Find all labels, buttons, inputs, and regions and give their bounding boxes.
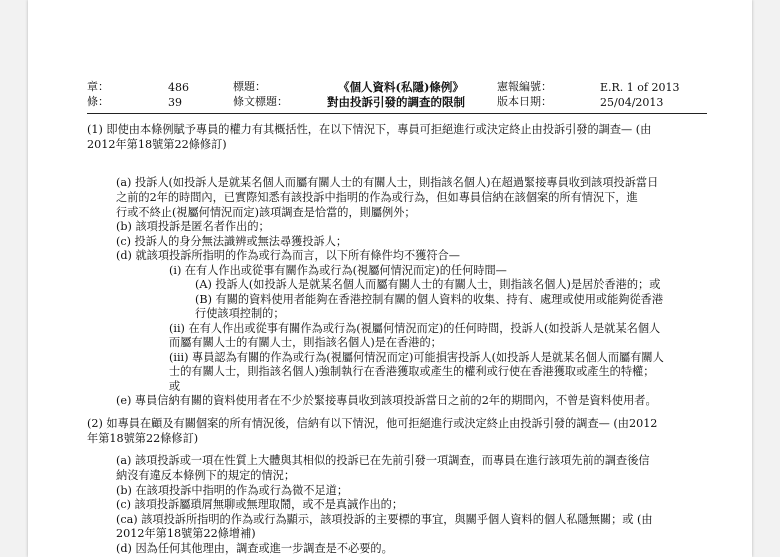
paragraph-1a-line: (a) 投訴人(如投訴人是就某名個人而屬有關人士的有關人士，則指該名個人)在超過緊接專員收到該項投訴當日 (116, 176, 659, 189)
header-divider (87, 113, 707, 114)
paragraph-2ca-line: 2012年第18號第22條增補) (116, 527, 256, 540)
section-label: 條： (87, 95, 109, 108)
paragraph-2ca-line: (ca) 該項投訴所指明的作為或行為顯示，該項投訴的主要標的事宜，與關乎個人資料的個人私隱無關；或 (由 (116, 513, 653, 526)
gazette-number: E.R. 1 of 2013 (600, 81, 680, 94)
subparagraph-ii-line: 而屬有關人士的有關人士，則指該名個人)是在香港的； (169, 336, 442, 349)
version-date-label: 版本日期： (497, 95, 552, 108)
ordinance-title: 《個人資料(私隱)條例》 (338, 80, 464, 94)
subparagraph-iii-line: 或 (169, 380, 181, 393)
section-number: 39 (168, 96, 182, 109)
paragraph-1a-line: 之前的2年的時間內，已實際知悉有該投訴中指明的作為或行為，但如專員信納在該個案的所有情況下，進 (116, 191, 638, 204)
gazette-label: 憲報編號： (497, 80, 552, 93)
paragraph-1c: (c) 投訴人的身分無法識辨或無法尋獲投訴人； (116, 235, 348, 248)
version-date: 25/04/2013 (600, 96, 664, 109)
subparagraph-iii-line: 士的有關人士，則指該名個人)強制執行在香港獲取或產生的權利或行使在香港獲取或產生的特權； (169, 365, 655, 378)
paragraph-2a-line: 納沒有違反本條例下的規定的情況； (116, 469, 296, 482)
paragraph-1b: (b) 該項投訴是匿名者作出的； (116, 220, 270, 233)
subparagraph-i: (i) 在有人作出或從事有關作為或行為(視屬何情況而定)的任何時間— (169, 264, 507, 277)
section-heading: 對由投訴引發的調查的限制 (327, 95, 465, 109)
clause-B-line: 行使該項控制的； (195, 307, 285, 320)
chapter-number: 486 (168, 81, 189, 94)
subparagraph-iii-line: (iii) 專員認為有關的作為或行為(視屬何情況而定)可能損害投訴人(如投訴人是就某名個人而屬有關人 (169, 351, 664, 364)
subsection-1-line: (1) 即使由本條例賦予專員的權力有其概括性，在以下情況下，專員可拒絕進行或決定終止由投訴引發的調查— (由 (87, 123, 652, 136)
paragraph-2c: (c) 該項投訴屬瑣屑無聊或無理取鬧，或不是真誠作出的； (116, 498, 404, 511)
paragraph-2b: (b) 在該項投訴中指明的作為或行為微不足道； (116, 484, 349, 497)
clause-B-line: (B) 有關的資料使用者能夠在香港控制有關的個人資料的收集、持有、處理或使用或能夠從香港 (195, 293, 664, 306)
paragraph-2d: (d) 因為任何其他理由，調查或進一步調查是不必要的。 (116, 542, 393, 555)
paragraph-1a-line: 行或不終止(視屬何情況而定)該項調查是恰當的，則屬例外； (116, 206, 416, 219)
paragraph-1d: (d) 就該項投訴所指明的作為或行為而言，以下所有條件均不獲符合— (116, 249, 460, 262)
subparagraph-ii-line: (ii) 在有人作出或從事有關作為或行為(視屬何情況而定)的任何時間，投訴人(如投訴人是就某名個人 (169, 322, 661, 335)
paragraph-2a-line: (a) 該項投訴或一項在性質上大體與其相似的投訴已在先前引發一項調查，而專員在進行該項先前的調查後信 (116, 454, 650, 467)
title-label: 標題： (233, 80, 266, 93)
paragraph-1e: (e) 專員信納有關的資料使用者在不少於緊接專員收到該項投訴當日之前的2年的期間內，不曾是資料使用者。 (116, 394, 657, 407)
subsection-1-line: 2012年第18號第22條修訂) (87, 138, 227, 151)
chapter-label: 章： (87, 80, 109, 93)
section-heading-label: 條文標題： (233, 95, 288, 108)
clause-A: (A) 投訴人(如投訴人是就某名個人而屬有關人士的有關人士，則指該名個人)是居於香港的；或 (195, 278, 661, 291)
subsection-2-line: (2) 如專員在顧及有關個案的所有情況後，信納有以下情況，他可拒絕進行或決定終止由投訴引發的調查— (由2012 (87, 417, 658, 430)
subsection-2-line: 年第18號第22條修訂) (87, 432, 199, 445)
document-header (87, 80, 707, 116)
document-page (28, 0, 752, 557)
